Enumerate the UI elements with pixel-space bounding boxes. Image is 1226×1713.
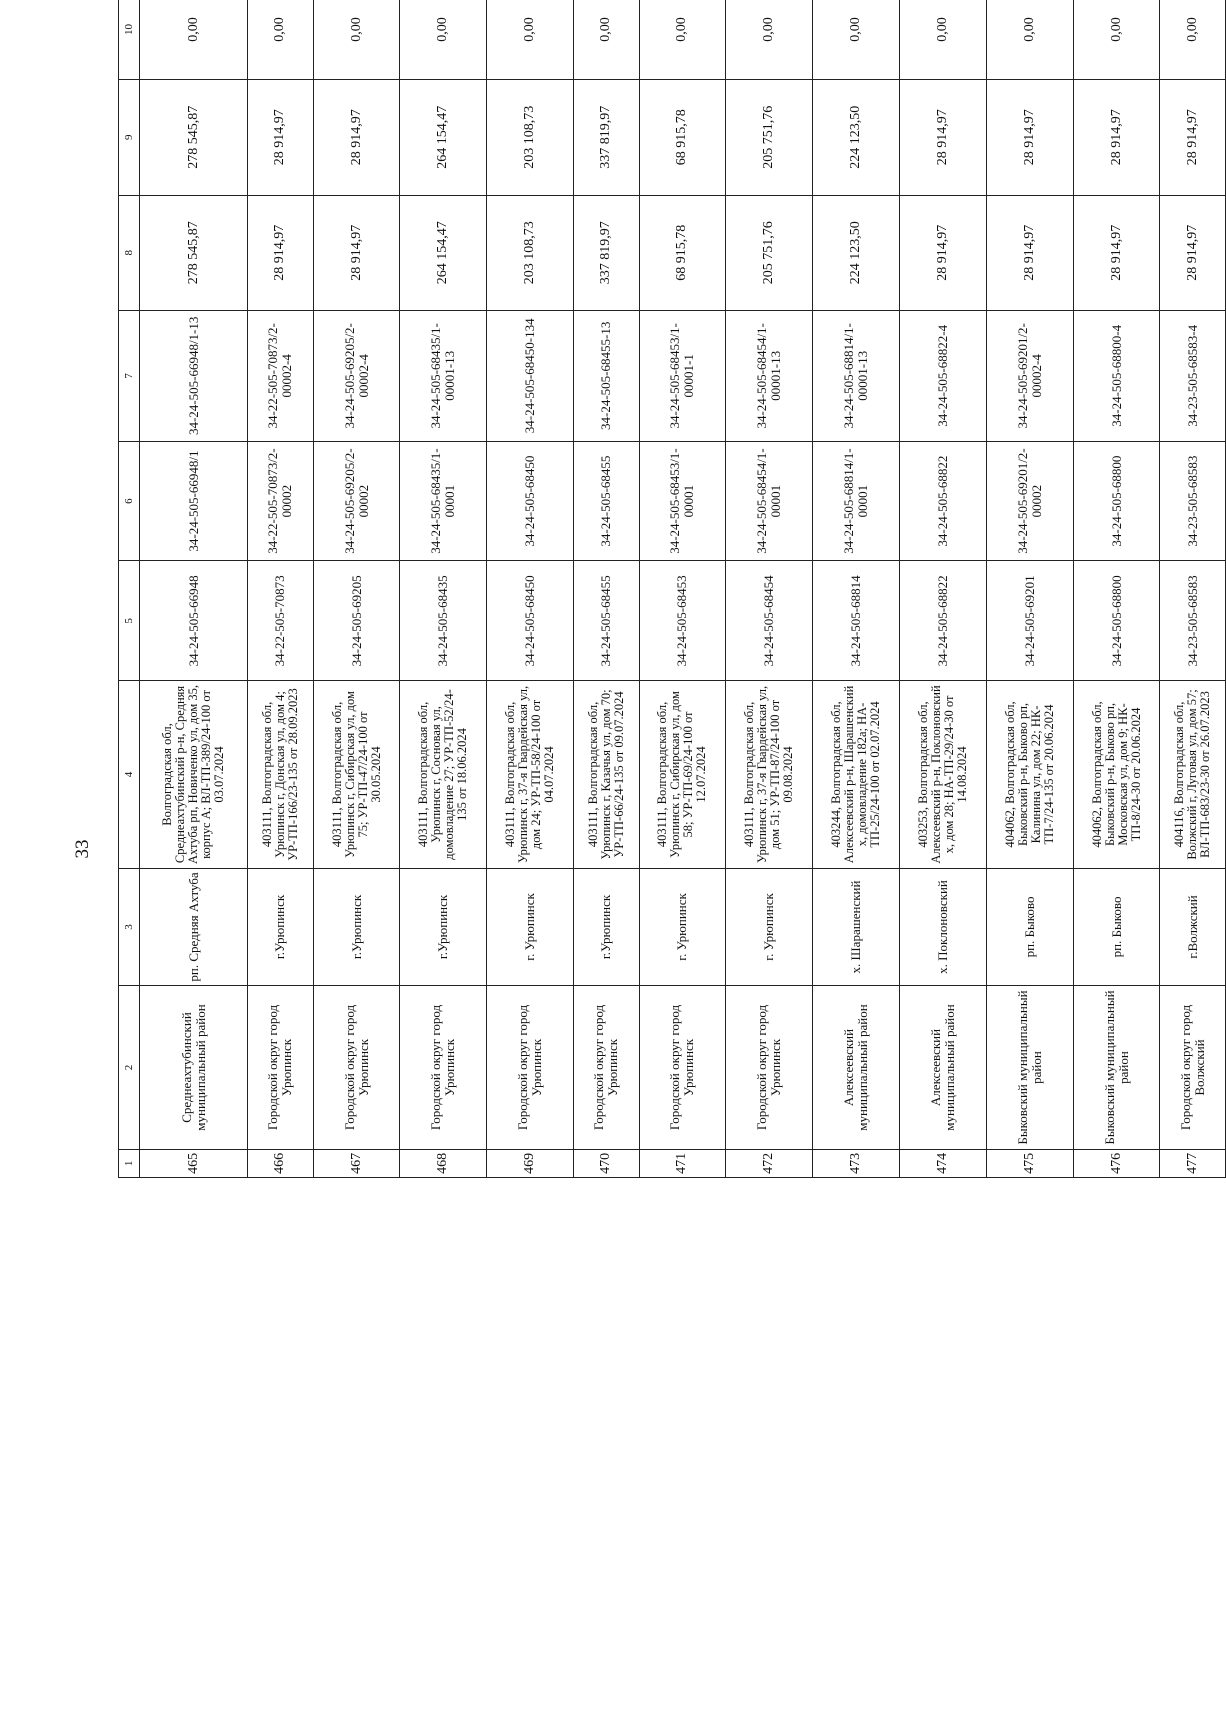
table-row [986,0,1073,1178]
cost-col-9: 205 751,76 [726,80,813,195]
municipality: Городской округ город Урюпинск [574,986,640,1149]
row-number: 471 [639,1149,726,1177]
settlement: г.Урюпинск [574,868,640,986]
municipality: Быковский муниципальный район [986,986,1073,1149]
page-number: 33 [72,839,93,859]
object-code: 34-24-505-68822 [900,561,987,681]
row-number: 469 [487,1149,574,1177]
settlement: х. Шарашенский [813,868,900,986]
municipality: Городской округ город Урюпинск [487,986,574,1149]
row-number: 477 [1160,1149,1226,1177]
object-code: 34-24-505-68814 [813,561,900,681]
municipality: Быковский муниципальный район [1073,986,1160,1149]
subobject-code: 34-24-505-68450 [487,441,574,561]
address-contract: 403111, Волгоградская обл, Урюпинск г, Сибирская ул, дом 58; УР-ТП-69/24-100 от 12.07.2024 [639,681,726,868]
work-code: 34-24-505-68822-4 [900,310,987,441]
settlement: г.Урюпинск [400,868,487,986]
object-code: 34-24-505-68800 [1073,561,1160,681]
total-cost: 224 123,50 [813,195,900,310]
column-header-6: 6 [119,441,140,561]
settlement: г. Урюпинск [487,868,574,986]
settlement: г. Урюпинск [639,868,726,986]
row-number: 465 [140,1149,248,1177]
header-row [119,0,140,1178]
subobject-code: 34-24-505-68454/1-00001 [726,441,813,561]
row-number: 473 [813,1149,900,1177]
address-contract: 404062, Волгоградская обл, Быковский р-н, Быково рп, Калинина ул, дом 22; НК-ТП-7/24-135 от 20.06.2024 [986,681,1073,868]
table-row [900,0,987,1178]
settlement: г. Урюпинск [726,868,813,986]
total-cost: 337 819,97 [574,195,640,310]
rotated-table-container [118,17,1226,1174]
column-header-1: 1 [119,1149,140,1177]
total-cost: 28 914,97 [900,195,987,310]
object-code: 34-24-505-68450 [487,561,574,681]
address-contract: 403111, Волгоградская обл, Урюпинск г, Сибирская ул, дом 75; УР-ТП-47/24-100 от 30.05.2024 [313,681,400,868]
column-header-4: 4 [119,681,140,868]
work-code: 34-24-505-68814/1-00001-13 [813,310,900,441]
object-code: 34-24-505-68455 [574,561,640,681]
settlement: рп. Быково [986,868,1073,986]
work-code: 34-24-505-69205/2-00002-4 [313,310,400,441]
subobject-code: 34-24-505-66948/1 [140,441,248,561]
address-contract: 403253, Волгоградская обл, Алексеевский р-н, Поклоновский х, дом 28; НА-ТП-29/24-30 от 14.08.2024 [900,681,987,868]
work-code: 34-22-505-70873/2-00002-4 [248,310,314,441]
cost-col-10: 0,00 [574,0,640,80]
total-cost: 28 914,97 [1160,195,1226,310]
object-code: 34-24-505-69201 [986,561,1073,681]
municipality: Городской округ город Урюпинск [639,986,726,1149]
table-row [313,0,400,1178]
address-contract: 403111, Волгоградская обл, Урюпинск г, Сосновая ул, домовладение 27; УР-ТП-52/24-135 от 18.06.2024 [400,681,487,868]
column-header-5: 5 [119,561,140,681]
table-row [140,0,248,1178]
row-number: 475 [986,1149,1073,1177]
municipality: Городской округ город Урюпинск [726,986,813,1149]
work-code: 34-24-505-68455-13 [574,310,640,441]
object-code: 34-24-505-69205 [313,561,400,681]
municipality: Алексеевский муниципальный район [813,986,900,1149]
cost-col-10: 0,00 [1073,0,1160,80]
total-cost: 205 751,76 [726,195,813,310]
object-code: 34-24-505-68453 [639,561,726,681]
total-cost: 68 915,78 [639,195,726,310]
cost-col-10: 0,00 [639,0,726,80]
address-contract: 404116, Волгоградская обл, Волжский г, Луговая ул, дом 57; ВЛ-ТП-683/23-30 от 26.07.2023 [1160,681,1226,868]
table-row [639,0,726,1178]
cost-col-10: 0,00 [900,0,987,80]
cost-col-9: 28 914,97 [313,80,400,195]
data-table [118,0,1226,1178]
address-contract: 403111, Волгоградская обл, Урюпинск г, Казачья ул, дом 70; УР-ТП-66/24-135 от 09.07.2024 [574,681,640,868]
work-code: 34-24-505-68450-134 [487,310,574,441]
work-code: 34-24-505-68800-4 [1073,310,1160,441]
column-header-7: 7 [119,310,140,441]
column-header-10: 10 [119,0,140,80]
row-number: 472 [726,1149,813,1177]
subobject-code: 34-24-505-69205/2-00002 [313,441,400,561]
total-cost: 28 914,97 [313,195,400,310]
column-header-8: 8 [119,195,140,310]
subobject-code: 34-24-505-68814/1-00001 [813,441,900,561]
cost-col-9: 28 914,97 [900,80,987,195]
object-code: 34-24-505-68435 [400,561,487,681]
work-code: 34-23-505-68583-4 [1160,310,1226,441]
column-header-9: 9 [119,80,140,195]
object-code: 34-23-505-68583 [1160,561,1226,681]
table-row [813,0,900,1178]
table-row [487,0,574,1178]
column-header-3: 3 [119,868,140,986]
settlement: х. Поклоновский [900,868,987,986]
total-cost: 278 545,87 [140,195,248,310]
column-header-2: 2 [119,986,140,1149]
object-code: 34-24-505-68454 [726,561,813,681]
subobject-code: 34-24-505-68822 [900,441,987,561]
settlement: г.Урюпинск [248,868,314,986]
cost-col-10: 0,00 [248,0,314,80]
address-contract: 404062, Волгоградская обл, Быковский р-н, Быково рп, Московская ул, дом 9; НК-ТП-8/24-30 от 20.06.2024 [1073,681,1160,868]
cost-col-9: 337 819,97 [574,80,640,195]
address-contract: 403111, Волгоградская обл, Урюпинск г, Донская ул, дом 4; УР-ТП-166/23-135 от 28.09.2023 [248,681,314,868]
table-row [248,0,314,1178]
subobject-code: 34-24-505-68435/1-00001 [400,441,487,561]
table-row [1073,0,1160,1178]
cost-col-9: 28 914,97 [248,80,314,195]
table-row [574,0,640,1178]
cost-col-10: 0,00 [726,0,813,80]
subobject-code: 34-23-505-68583 [1160,441,1226,561]
cost-col-9: 28 914,97 [1073,80,1160,195]
work-code: 34-24-505-68454/1-00001-13 [726,310,813,441]
address-contract: 403111, Волгоградская обл, Урюпинск г, 37-я Гвардейская ул, дом 24; УР-ТП-58/24-100 от 04.07.2024 [487,681,574,868]
cost-col-9: 68 915,78 [639,80,726,195]
cost-col-10: 0,00 [140,0,248,80]
cost-col-10: 0,00 [313,0,400,80]
address-contract: 403111, Волгоградская обл, Урюпинск г, 37-я Гвардейская ул, дом 51; УР-ТП-87/24-100 от 09.08.2024 [726,681,813,868]
cost-col-10: 0,00 [400,0,487,80]
subobject-code: 34-24-505-68453/1-00001 [639,441,726,561]
total-cost: 28 914,97 [248,195,314,310]
object-code: 34-22-505-70873 [248,561,314,681]
subobject-code: 34-24-505-68455 [574,441,640,561]
municipality: Городской округ город Урюпинск [313,986,400,1149]
cost-col-9: 203 108,73 [487,80,574,195]
subobject-code: 34-24-505-69201/2-00002 [986,441,1073,561]
row-number: 470 [574,1149,640,1177]
municipality: Городской округ город Урюпинск [248,986,314,1149]
cost-col-9: 28 914,97 [1160,80,1226,195]
table-row [726,0,813,1178]
row-number: 468 [400,1149,487,1177]
row-number: 467 [313,1149,400,1177]
cost-col-10: 0,00 [1160,0,1226,80]
object-code: 34-24-505-66948 [140,561,248,681]
work-code: 34-24-505-69201/2-00002-4 [986,310,1073,441]
municipality: Среднеахтубинский муниципальный район [140,986,248,1149]
row-number: 466 [248,1149,314,1177]
settlement: рп. Средняя Ахтуба [140,868,248,986]
settlement: г.Волжский [1160,868,1226,986]
cost-col-9: 264 154,47 [400,80,487,195]
cost-col-10: 0,00 [986,0,1073,80]
table-row [400,0,487,1178]
work-code: 34-24-505-68453/1-00001-1 [639,310,726,441]
cost-col-9: 28 914,97 [986,80,1073,195]
municipality: Алексеевский муниципальный район [900,986,987,1149]
work-code: 34-24-505-68435/1-00001-13 [400,310,487,441]
subobject-code: 34-22-505-70873/2-00002 [248,441,314,561]
cost-col-10: 0,00 [487,0,574,80]
settlement: г.Урюпинск [313,868,400,986]
table-row [1160,0,1226,1178]
address-contract: 403244, Волгоградская обл, Алексеевский р-н, Шарашенский х, домовладение 182а; НА-ТП-25/24-100 от 02.07.2024 [813,681,900,868]
total-cost: 28 914,97 [986,195,1073,310]
total-cost: 28 914,97 [1073,195,1160,310]
row-number: 474 [900,1149,987,1177]
subobject-code: 34-24-505-68800 [1073,441,1160,561]
settlement: рп. Быково [1073,868,1160,986]
total-cost: 203 108,73 [487,195,574,310]
work-code: 34-24-505-66948/1-13 [140,310,248,441]
row-number: 476 [1073,1149,1160,1177]
cost-col-9: 278 545,87 [140,80,248,195]
municipality: Городской округ город Волжский [1160,986,1226,1149]
municipality: Городской округ город Урюпинск [400,986,487,1149]
cost-col-10: 0,00 [813,0,900,80]
address-contract: Волгоградская обл, Среднеахтубинский р-н, Средняя Ахтуба рп, Новиченко ул, дом 35, корпус А; ВЛ-ТП-389/24-100 от 03.07.2024 [140,681,248,868]
cost-col-9: 224 123,50 [813,80,900,195]
total-cost: 264 154,47 [400,195,487,310]
